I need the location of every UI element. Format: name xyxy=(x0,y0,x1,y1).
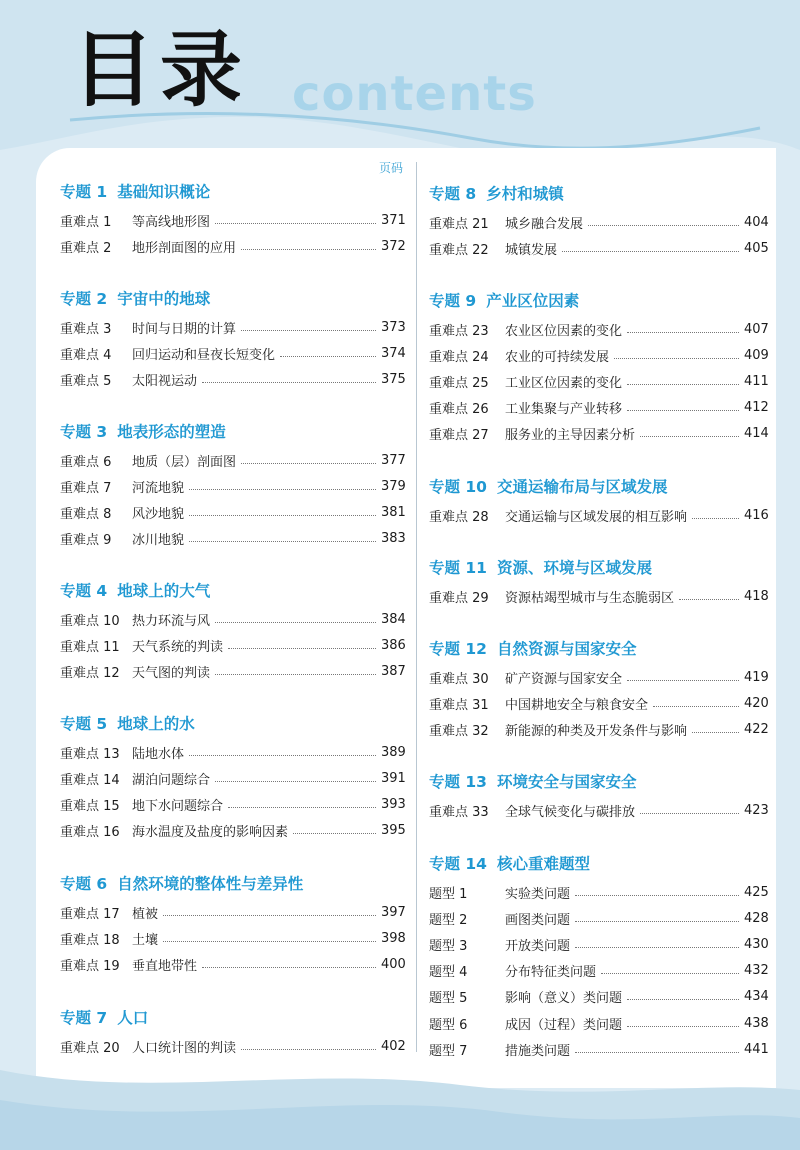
section-name: 人口 xyxy=(117,1009,149,1027)
entry-code: 题型 4 xyxy=(429,965,468,981)
toc-entry[interactable] xyxy=(60,366,405,392)
toc-entry[interactable] xyxy=(60,473,405,499)
dot-leader xyxy=(627,1026,739,1027)
entry-code: 重难点 2 xyxy=(60,240,112,256)
entry-page: 386 xyxy=(381,637,406,653)
entry-title: 河流地貌 xyxy=(132,480,185,496)
toc-entry[interactable] xyxy=(429,209,768,235)
section-title[interactable] xyxy=(429,288,768,314)
entry-page: 383 xyxy=(381,531,406,547)
toc-entry[interactable] xyxy=(429,1036,768,1062)
entry-code: 重难点 16 xyxy=(60,825,120,841)
dot-leader xyxy=(614,358,739,359)
entry-title: 矿产资源与国家安全 xyxy=(505,671,623,687)
entry-title: 人口统计图的判读 xyxy=(132,1040,237,1056)
dot-leader xyxy=(562,251,739,252)
toc-section xyxy=(429,288,768,447)
entry-title: 分布特征类问题 xyxy=(505,965,597,981)
entry-page: 404 xyxy=(744,214,769,230)
toc-entry[interactable] xyxy=(429,958,768,984)
toc-entry[interactable] xyxy=(60,233,405,259)
section-title[interactable] xyxy=(60,1005,405,1031)
section-number: 专题 1 xyxy=(60,183,108,201)
entry-page: 375 xyxy=(381,371,406,387)
entry-code: 重难点 15 xyxy=(60,798,120,814)
entry-code: 重难点 4 xyxy=(60,347,112,363)
dot-leader xyxy=(241,249,376,250)
section-title[interactable] xyxy=(429,181,768,207)
toc-entry[interactable] xyxy=(429,1010,768,1036)
entry-title: 回归运动和昼夜长短变化 xyxy=(132,347,276,363)
entry-title: 地形剖面图的应用 xyxy=(132,240,237,256)
entry-code: 题型 6 xyxy=(429,1017,468,1033)
dot-leader xyxy=(692,518,739,519)
entry-code: 重难点 20 xyxy=(60,1040,120,1056)
entry-page: 411 xyxy=(744,373,769,389)
entry-code: 重难点 22 xyxy=(429,242,489,258)
entry-title: 工业区位因素的变化 xyxy=(505,375,623,391)
section-number: 专题 7 xyxy=(60,1009,108,1027)
toc-entry[interactable] xyxy=(60,765,405,791)
toc-entry[interactable] xyxy=(429,879,768,905)
entry-page: 441 xyxy=(744,1041,769,1057)
dot-leader xyxy=(189,515,376,516)
entry-title: 实验类问题 xyxy=(505,886,571,902)
dot-leader xyxy=(588,225,739,226)
dot-leader xyxy=(575,895,739,896)
entry-title: 热力环流与风 xyxy=(132,613,211,629)
section-number: 专题 4 xyxy=(60,582,108,600)
section-number: 专题 5 xyxy=(60,715,108,733)
section-number: 专题 8 xyxy=(429,185,477,203)
dot-leader xyxy=(627,332,739,333)
entry-title: 新能源的种类及开发条件与影响 xyxy=(505,723,688,739)
entry-code: 重难点 19 xyxy=(60,958,120,974)
entry-title: 天气图的判读 xyxy=(132,665,211,681)
dot-leader xyxy=(679,599,739,600)
section-name: 乡村和城镇 xyxy=(486,185,564,203)
entry-code: 重难点 32 xyxy=(429,723,489,739)
toc-entry[interactable] xyxy=(429,316,768,342)
dot-leader xyxy=(280,356,376,357)
entry-code: 重难点 7 xyxy=(60,480,112,496)
section-name: 地球上的大气 xyxy=(117,582,211,600)
dot-leader xyxy=(215,674,376,675)
toc-section xyxy=(60,1005,405,1059)
entry-title: 海水温度及盐度的影响因素 xyxy=(132,825,289,841)
entry-code: 重难点 1 xyxy=(60,214,112,230)
toc-entry[interactable] xyxy=(60,739,405,765)
entry-code: 重难点 23 xyxy=(429,323,489,339)
entry-title: 湖泊问题综合 xyxy=(132,772,211,788)
entry-page: 425 xyxy=(744,884,769,900)
entry-title: 植被 xyxy=(132,906,159,922)
entry-title: 资源枯竭型城市与生态脆弱区 xyxy=(505,590,675,606)
dot-leader xyxy=(228,648,376,649)
dot-leader xyxy=(627,999,739,1000)
entry-page: 373 xyxy=(381,319,406,335)
section-number: 专题 13 xyxy=(429,773,487,791)
dot-leader xyxy=(627,410,739,411)
toc-entry[interactable] xyxy=(60,499,405,525)
entry-page: 389 xyxy=(381,744,406,760)
section-title[interactable] xyxy=(429,769,768,795)
toc-entry[interactable] xyxy=(60,447,405,473)
toc-entry[interactable] xyxy=(429,931,768,957)
toc-entry[interactable] xyxy=(429,421,768,447)
dot-leader xyxy=(627,680,739,681)
entry-title: 影响（意义）类问题 xyxy=(505,991,623,1007)
toc-entry[interactable] xyxy=(60,314,405,340)
toc-section xyxy=(60,871,405,978)
toc-section xyxy=(429,474,768,528)
toc-entry[interactable] xyxy=(60,658,405,684)
entry-title: 中国耕地安全与粮食安全 xyxy=(505,697,649,713)
toc-entry[interactable] xyxy=(60,1033,405,1059)
entry-page: 381 xyxy=(381,504,406,520)
toc-entry[interactable] xyxy=(60,925,405,951)
entry-page: 420 xyxy=(744,695,769,711)
section-name: 地球上的水 xyxy=(117,715,195,733)
entry-page: 371 xyxy=(381,212,406,228)
entry-title: 交通运输与区域发展的相互影响 xyxy=(505,509,688,525)
toc-section xyxy=(429,181,768,261)
toc-section xyxy=(429,555,768,609)
dot-leader xyxy=(575,1052,739,1053)
entry-title: 土壤 xyxy=(132,932,159,948)
section-number: 专题 11 xyxy=(429,559,487,577)
toc-entry[interactable] xyxy=(60,899,405,925)
section-name: 环境安全与国家安全 xyxy=(496,773,637,791)
entry-page: 430 xyxy=(744,936,769,952)
entry-code: 重难点 24 xyxy=(429,349,489,365)
entry-page: 419 xyxy=(744,669,769,685)
entry-page: 398 xyxy=(381,930,406,946)
toc-entry[interactable] xyxy=(429,716,768,742)
entry-page: 418 xyxy=(744,588,769,604)
entry-code: 重难点 33 xyxy=(429,804,489,820)
entry-page: 397 xyxy=(381,904,406,920)
toc-entry[interactable] xyxy=(429,664,768,690)
entry-page: 407 xyxy=(744,321,769,337)
entry-page: 432 xyxy=(744,963,769,979)
entry-title: 城镇发展 xyxy=(505,242,558,258)
toc-entry[interactable] xyxy=(60,207,405,233)
page-title-english: contents xyxy=(292,66,537,122)
entry-page: 438 xyxy=(744,1015,769,1031)
dot-leader xyxy=(228,807,376,808)
section-title[interactable] xyxy=(60,711,405,737)
dot-leader xyxy=(215,781,376,782)
section-name: 核心重难题型 xyxy=(496,855,590,873)
entry-title: 太阳视运动 xyxy=(132,373,198,389)
toc-entry[interactable] xyxy=(429,984,768,1010)
section-number: 专题 3 xyxy=(60,423,108,441)
toc-entry[interactable] xyxy=(429,690,768,716)
section-name: 地表形态的塑造 xyxy=(117,423,226,441)
entry-page: 391 xyxy=(381,770,406,786)
entry-title: 地质（层）剖面图 xyxy=(132,454,237,470)
section-title[interactable] xyxy=(429,636,768,662)
toc-entry[interactable] xyxy=(429,395,768,421)
entry-page: 379 xyxy=(381,478,406,494)
dot-leader xyxy=(163,941,376,942)
footer-wave-decoration xyxy=(0,1060,800,1150)
section-name: 资源、环境与区域发展 xyxy=(496,559,652,577)
entry-code: 重难点 10 xyxy=(60,613,120,629)
entry-code: 重难点 6 xyxy=(60,454,112,470)
entry-code: 重难点 5 xyxy=(60,373,112,389)
entry-code: 重难点 17 xyxy=(60,906,120,922)
entry-title: 陆地水体 xyxy=(132,746,185,762)
section-name: 交通运输布局与区域发展 xyxy=(496,478,668,496)
section-number: 专题 9 xyxy=(429,292,477,310)
entry-code: 题型 7 xyxy=(429,1043,468,1059)
section-title[interactable] xyxy=(429,555,768,581)
dot-leader xyxy=(202,967,376,968)
toc-entry[interactable] xyxy=(429,368,768,394)
entry-title: 工业集聚与产业转移 xyxy=(505,402,623,418)
page-column-label: 页码 xyxy=(378,161,403,175)
toc-section xyxy=(429,769,768,823)
entry-title: 画图类问题 xyxy=(505,912,571,928)
entry-page: 374 xyxy=(381,345,406,361)
entry-page: 395 xyxy=(381,823,406,839)
toc-section xyxy=(429,851,768,1062)
toc-section xyxy=(429,636,768,743)
dot-leader xyxy=(163,915,376,916)
entry-code: 重难点 18 xyxy=(60,932,120,948)
toc-entry[interactable] xyxy=(60,632,405,658)
entry-code: 重难点 12 xyxy=(60,665,120,681)
section-name: 自然资源与国家安全 xyxy=(496,640,637,658)
section-number: 专题 10 xyxy=(429,478,487,496)
toc-section xyxy=(60,419,405,552)
toc-entry[interactable] xyxy=(429,342,768,368)
section-number: 专题 6 xyxy=(60,875,108,893)
entry-code: 重难点 13 xyxy=(60,746,120,762)
entry-title: 时间与日期的计算 xyxy=(132,321,237,337)
entry-title: 服务业的主导因素分析 xyxy=(505,428,636,444)
entry-page: 423 xyxy=(744,802,769,818)
dot-leader xyxy=(189,541,376,542)
entry-page: 428 xyxy=(744,910,769,926)
entry-code: 重难点 29 xyxy=(429,590,489,606)
entry-title: 风沙地貌 xyxy=(132,506,185,522)
entry-title: 成因（过程）类问题 xyxy=(505,1017,623,1033)
dot-leader xyxy=(640,813,739,814)
entry-code: 重难点 14 xyxy=(60,772,120,788)
dot-leader xyxy=(692,732,739,733)
entry-title: 措施类问题 xyxy=(505,1043,571,1059)
entry-code: 重难点 28 xyxy=(429,509,489,525)
dot-leader xyxy=(241,463,376,464)
entry-page: 416 xyxy=(744,507,769,523)
entry-page: 372 xyxy=(381,238,406,254)
entry-title: 地下水问题综合 xyxy=(132,798,224,814)
dot-leader xyxy=(575,921,739,922)
entry-title: 天气系统的判读 xyxy=(132,639,224,655)
dot-leader xyxy=(241,1049,376,1050)
section-number: 专题 12 xyxy=(429,640,487,658)
entry-title: 开放类问题 xyxy=(505,938,571,954)
section-title[interactable] xyxy=(60,179,405,205)
section-title[interactable] xyxy=(60,871,405,897)
dot-leader xyxy=(627,384,739,385)
entry-title: 冰川地貌 xyxy=(132,533,185,549)
toc-entry[interactable] xyxy=(60,791,405,817)
section-title[interactable] xyxy=(429,851,768,877)
page-title: 目录 xyxy=(72,23,249,118)
section-name: 产业区位因素 xyxy=(486,292,580,310)
toc-entry[interactable] xyxy=(429,797,768,823)
entry-code: 题型 5 xyxy=(429,991,468,1007)
entry-page: 402 xyxy=(381,1038,406,1054)
entry-code: 重难点 3 xyxy=(60,321,112,337)
entry-title: 农业的可持续发展 xyxy=(505,349,610,365)
entry-code: 重难点 21 xyxy=(429,216,489,232)
entry-code: 重难点 27 xyxy=(429,428,489,444)
entry-code: 重难点 9 xyxy=(60,533,112,549)
dot-leader xyxy=(640,436,739,437)
entry-page: 377 xyxy=(381,452,406,468)
dot-leader xyxy=(575,947,739,948)
section-title[interactable] xyxy=(60,286,405,312)
entry-title: 农业区位因素的变化 xyxy=(505,323,623,339)
entry-code: 重难点 25 xyxy=(429,375,489,391)
entry-page: 400 xyxy=(381,956,406,972)
section-number: 专题 14 xyxy=(429,855,487,873)
entry-page: 393 xyxy=(381,796,406,812)
dot-leader xyxy=(241,330,376,331)
toc-entry[interactable] xyxy=(60,526,405,552)
section-title[interactable] xyxy=(60,419,405,445)
entry-page: 434 xyxy=(744,989,769,1005)
entry-code: 题型 3 xyxy=(429,938,468,954)
dot-leader xyxy=(202,382,376,383)
entry-page: 414 xyxy=(744,426,769,442)
toc-entry[interactable] xyxy=(429,583,768,609)
entry-page: 422 xyxy=(744,721,769,737)
section-title[interactable] xyxy=(429,474,768,500)
entry-page: 405 xyxy=(744,240,769,256)
toc-entry[interactable] xyxy=(60,340,405,366)
entry-code: 题型 1 xyxy=(429,886,468,902)
toc-entry[interactable] xyxy=(429,235,768,261)
section-name: 基础知识概论 xyxy=(117,183,211,201)
toc-section xyxy=(60,286,405,393)
entry-code: 重难点 8 xyxy=(60,506,112,522)
entry-title: 全球气候变化与碳排放 xyxy=(505,804,636,820)
dot-leader xyxy=(293,833,376,834)
section-title[interactable] xyxy=(60,578,405,604)
dot-leader xyxy=(215,223,376,224)
toc-entry[interactable] xyxy=(60,818,405,844)
entry-code: 重难点 26 xyxy=(429,402,489,418)
entry-code: 题型 2 xyxy=(429,912,468,928)
toc-entry[interactable] xyxy=(429,905,768,931)
entry-code: 重难点 31 xyxy=(429,697,489,713)
dot-leader xyxy=(189,489,376,490)
section-name: 宇宙中的地球 xyxy=(117,290,211,308)
dot-leader xyxy=(601,973,739,974)
entry-title: 垂直地带性 xyxy=(132,958,198,974)
entry-page: 409 xyxy=(744,347,769,363)
dot-leader xyxy=(653,706,739,707)
entry-page: 384 xyxy=(381,611,406,627)
toc-section xyxy=(60,578,405,685)
section-number: 专题 2 xyxy=(60,290,108,308)
entry-title: 等高线地形图 xyxy=(132,214,211,230)
toc-section xyxy=(60,711,405,844)
dot-leader xyxy=(189,755,376,756)
section-name: 自然环境的整体性与差异性 xyxy=(117,875,304,893)
toc-entry[interactable] xyxy=(429,502,768,528)
entry-page: 387 xyxy=(381,663,406,679)
entry-page: 412 xyxy=(744,400,769,416)
toc-entry[interactable] xyxy=(60,951,405,977)
toc-entry[interactable] xyxy=(60,606,405,632)
entry-title: 城乡融合发展 xyxy=(505,216,584,232)
column-divider xyxy=(416,162,417,1052)
dot-leader xyxy=(215,622,376,623)
entry-code: 重难点 30 xyxy=(429,671,489,687)
toc-section xyxy=(60,179,405,259)
entry-code: 重难点 11 xyxy=(60,639,120,655)
